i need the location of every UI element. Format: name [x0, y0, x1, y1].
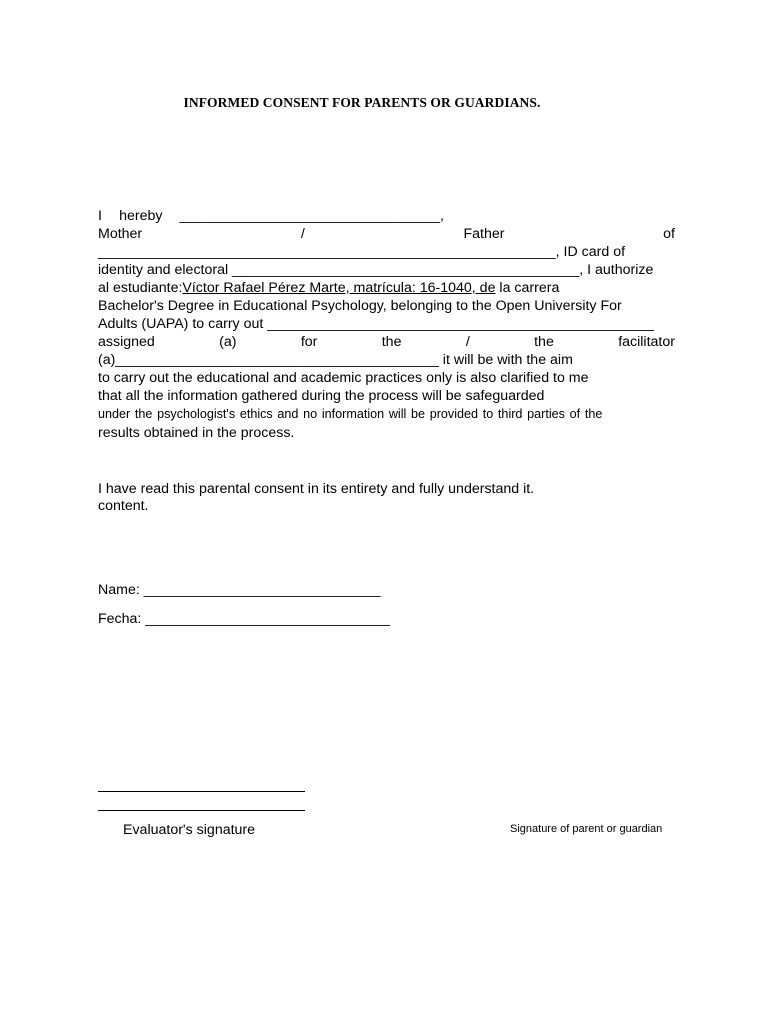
text-slash-2: / [465, 334, 470, 350]
name-field: Name: ______________________________ [98, 582, 381, 598]
line-assigned [98, 333, 675, 351]
text-of: of [663, 226, 675, 242]
text-the-1: the [381, 334, 402, 350]
text-i: I [98, 208, 102, 224]
line-identity-electoral: identity and electoral ____________________________________________, I authorize [98, 262, 654, 278]
parent-signature-label: Signature of parent or guardian [510, 823, 663, 835]
text-father: Father [463, 226, 505, 242]
line-hereby [98, 207, 444, 225]
blank-name-field: _________________________________, [179, 208, 444, 224]
text-slash: / [300, 226, 305, 242]
line-read-consent: I have read this parental consent in its entirety and fully understand it. [98, 481, 535, 497]
text-mother: Mother [98, 226, 143, 242]
line-degree: Bachelor's Degree in Educational Psychology, belonging to the Open University For [98, 298, 622, 314]
line-content: content. [98, 498, 149, 514]
text-a: (a) [219, 334, 237, 350]
text-facilitator: facilitator [618, 334, 675, 350]
line-student [98, 279, 688, 297]
evaluator-signature-label: Evaluator's signature [123, 822, 256, 838]
text-for: for [300, 334, 318, 350]
line-uapa: Adults (UAPA) to carry out _________________________________________________ [98, 316, 654, 332]
signature-line-1 [98, 791, 305, 792]
document-title: INFORMED CONSENT FOR PARENTS OR GUARDIANS. [183, 95, 541, 110]
line-id-card: __________________________________________________________, ID card of [98, 244, 626, 260]
text-the-2: the [534, 334, 554, 350]
text-hereby: hereby [119, 208, 163, 224]
text-assigned: assigned [98, 334, 155, 350]
student-info: Víctor Rafael Pérez Marte, matrícula: 16-1040, de [182, 280, 496, 296]
text-la-carrera: la carrera [499, 280, 560, 296]
line-results: results obtained in the process. [98, 425, 295, 441]
line-ethics: under the psychologist's ethics and no information will be provided to third parties of the [98, 407, 603, 421]
line-aim: (a)_________________________________________ it will be with the aim [98, 352, 573, 368]
date-field: Fecha: _______________________________ [98, 611, 390, 627]
line-practices: to carry out the educational and academic practices only is also clarified to me [98, 370, 589, 386]
signature-line-2 [98, 810, 305, 811]
text-al-estudiante: al estudiante: [98, 280, 183, 296]
line-mother-father [98, 225, 675, 243]
line-safeguarded: that all the information gathered during the process will be safeguarded [98, 388, 545, 404]
